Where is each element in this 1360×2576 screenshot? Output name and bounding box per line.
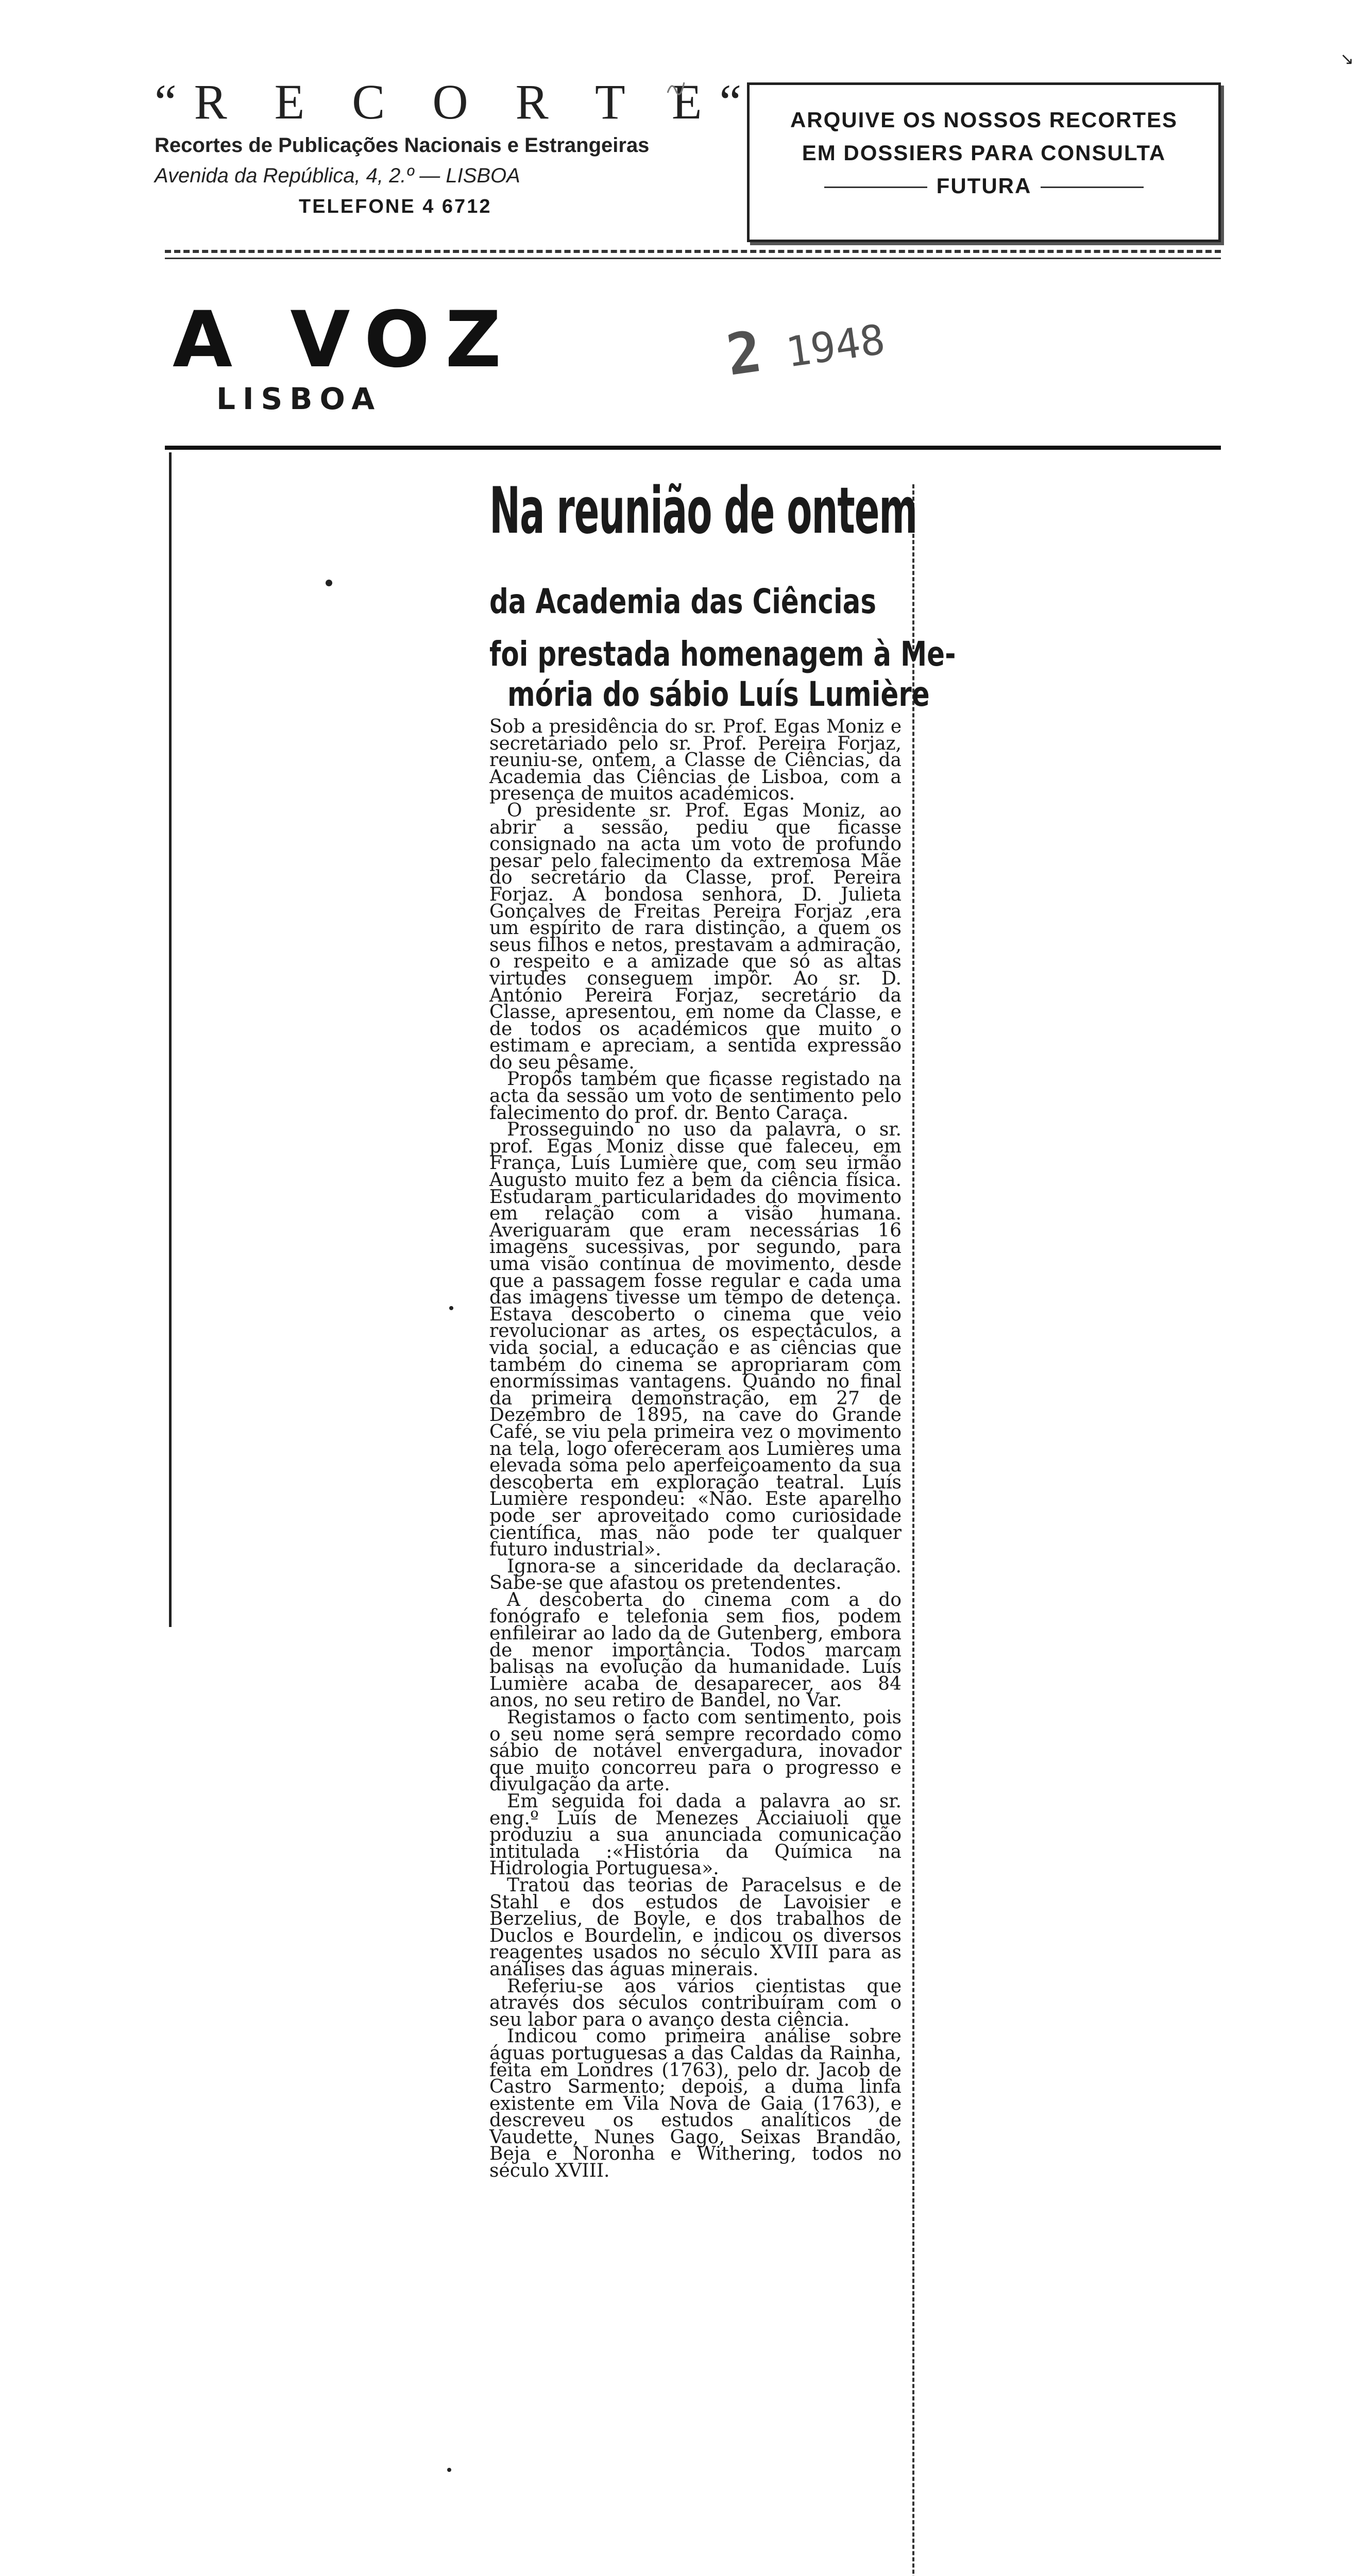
article-paragraph: Registamos o facto com sentimento, pois o seu nome será sempre recordado como sábio de notável envergadura, inovador que muito concorreu para o progresso e divulgação da arte. bbox=[489, 1707, 902, 1795]
column-border-right bbox=[912, 484, 914, 2576]
newspaper-city: LISBOA bbox=[216, 381, 382, 416]
date-stamp bbox=[723, 301, 889, 388]
date-stamp-day: 2 bbox=[722, 318, 766, 388]
article-subheadline-3: mória do sábio Luís Lumière bbox=[507, 674, 930, 714]
scan-speck bbox=[326, 580, 332, 586]
article-subheadline-1: da Academia das Ciências bbox=[489, 582, 877, 621]
column-border-left bbox=[169, 452, 172, 1627]
article-paragraph: Ignora-se a sinceridade da declaração. Sabe-se que afastou os pretendentes. bbox=[489, 1555, 902, 1594]
article-paragraph: Indicou como primeira análise sobre águas portuguesas a das Caldas da Rainha, feita em Londres (1763), pelo dr. Jacob de Castro Sarmento; depois, a duma linfa existente em Vila Nova de Gaia (1763), e descreveu os estudos analíticos de Vaudette, Nunes Gago, Seixas Brandão, Beja e Noronha e Withering, todos no século XVIII. bbox=[489, 2026, 902, 2182]
article-paragraph: Propôs também que ficasse registado na acta da sessão um voto de sentimento pelo falecimento do prof. dr. Bento Caraça. bbox=[489, 1069, 902, 1124]
divider bbox=[1041, 187, 1144, 188]
scan-speck bbox=[449, 1306, 453, 1310]
archive-notice-line-3-wrap bbox=[750, 170, 1218, 202]
date-stamp-rest: 1948 bbox=[783, 315, 888, 377]
article-paragraph: Em seguida foi dada a palavra ao sr. eng.º Luís de Menezes Acciaiuoli que produziu a sua anunciada comunicação intitulada :«História da Química na Hidrologia Portuguesa». bbox=[489, 1791, 902, 1879]
divider bbox=[824, 187, 927, 188]
header-divider bbox=[165, 250, 1221, 253]
clipping-service-subtitle: Recortes de Publicações Nacionais e Estrangeiras bbox=[155, 134, 650, 157]
newspaper-divider bbox=[165, 446, 1221, 450]
scan-speck bbox=[447, 2468, 451, 2472]
clipping-service-title: “R E C O R T E“ bbox=[155, 74, 759, 129]
clipping-service-phone: TELEFONE 4 6712 bbox=[299, 196, 492, 217]
article-paragraph: Tratou das teorias de Paracelsus e de Stahl e dos estudos de Lavoisier e Berzelius, de Boyle, e dos trabalhos de Duclos e Bourdelin, e indicou os diversos reagentes usados no século XVIII para as análises das águas minerais. bbox=[489, 1874, 902, 1980]
article-paragraph: Referiu-se aos vários cientistas que através dos séculos contribuíram com o seu labor para o avanço desta ciência. bbox=[489, 1975, 902, 2030]
article-paragraph: A descoberta do cinema com a do fonógrafo e telefonia sem fios, podem enfileirar ao lado da de Gutenberg, embora de menor importância. Todos marcam balisas na evolução da humanidade. Luís Lumière acaba de desaparecer, aos 84 anos, no seu retiro de Bandel, no Var. bbox=[489, 1589, 902, 1711]
clipping-service-address: Avenida da República, 4, 2.º — LISBOA bbox=[155, 164, 520, 187]
archive-notice-line-2: EM DOSSIERS PARA CONSULTA bbox=[802, 141, 1166, 165]
scan-mark-icon: ↘ bbox=[1340, 49, 1354, 69]
article-headline: Na reunião de ontem bbox=[489, 474, 917, 548]
archive-notice-box bbox=[747, 82, 1221, 242]
article-subheadline-2: foi prestada homenagem à Me- bbox=[489, 634, 956, 674]
newspaper-name: A VOZ bbox=[173, 295, 517, 385]
clipping-service-header bbox=[155, 74, 759, 218]
archive-notice-line-3: FUTURA bbox=[936, 174, 1032, 198]
article-paragraph: Prosseguindo no uso da palavra, o sr. prof. Egas Moniz disse que faleceu, em França, Luís Lumière que, com seu irmão Augusto muito fez a bem da ciência física. Estudaram particularidades do movimento em relação com a visão humana. Averiguaram que eram necessárias 16 imagens sucessivas, por segundo, para uma visão contínua de movimento, desde que a passagem fosse regular e cada uma das imagens tivesse um tempo de detença. Estava descoberto o cinema que veio revolucionar as artes, os espectáculos, a vida social, a educação e as ciências que também do cinema se apropriaram com enormíssimas vantagens. Quando no final da primeira demonstração, em 27 de Dezembro de 1895, na cave do Grande Café, se viu pela primeira vez o movimento na tela, logo ofereceram aos Lumières uma elevada soma pelo aperfeiçoamento da sua descoberta em exploração teatral. Luís Lumière respondeu: «Não. Este aparelho pode ser aproveitado como curiosidade científica, mas não pode ter qualquer futuro industrial». bbox=[489, 1119, 902, 1561]
article-paragraph: Sob a presidência do sr. Prof. Egas Moniz e secretariado pelo sr. Prof. Pereira Forjaz, reuniu-se, ontem, a Classe de Ciências, da Academia das Ciências de Lisboa, com a presença de muitos académicos. bbox=[489, 716, 902, 805]
ornament-icon bbox=[665, 77, 685, 98]
archive-notice-line-1: ARQUIVE OS NOSSOS RECORTES bbox=[790, 108, 1178, 132]
header-divider-solid bbox=[165, 258, 1221, 259]
article-body bbox=[489, 716, 902, 2182]
article-paragraph: O presidente sr. Prof. Egas Moniz, ao abrir a sessão, pediu que ficasse consignado na acta um voto de profundo pesar pelo falecimento da extremosa Mãe do secretário da Classe, prof. Pereira Forjaz. A bondosa senhora, D. Julieta Gonçalves de Freitas Pereira Forjaz ,era um espírito de rara distinção, a quem os seus filhos e netos, prestavam a admiração, o respeito e a amizade que só as altas virtudes conseguem impôr. Ao sr. D. António Pereira Forjaz, secretário da Classe, apresentou, em nome da Classe, e de todos os académicos que muito o estimam e apreciam, a sentida expressão do seu pêsame. bbox=[489, 800, 902, 1073]
